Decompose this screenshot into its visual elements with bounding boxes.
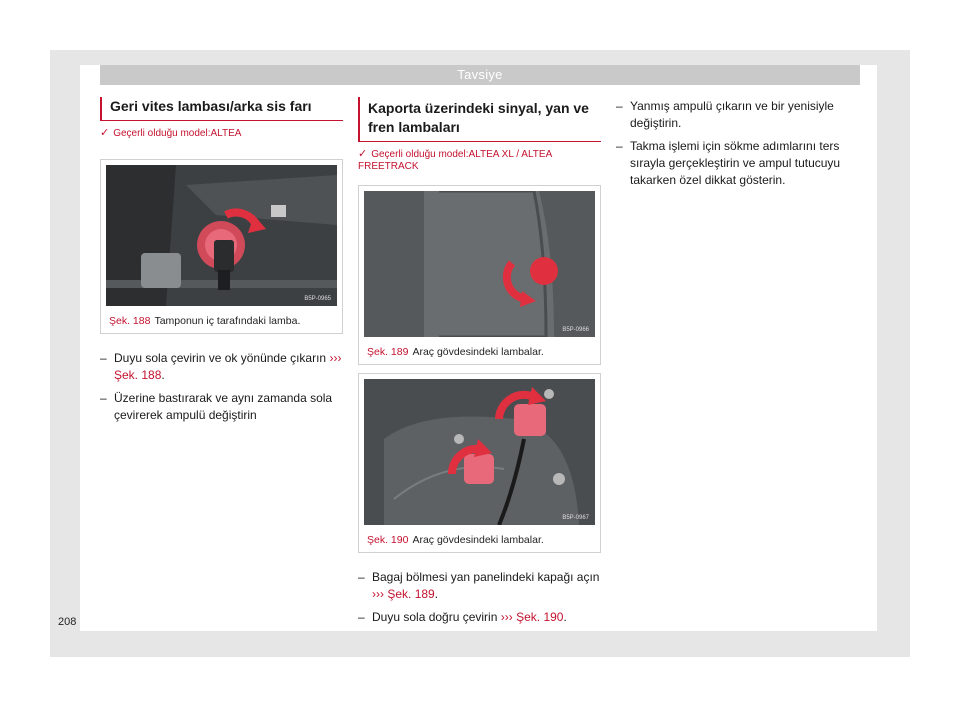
list-item: – Takma işlemi için sökme adımlarını ters sırayla gerçekleştirin ve ampul tutucuyu takarken özel dikkat gösterin. (616, 139, 841, 187)
check-icon: ✓ (100, 127, 110, 139)
figure-caption: Şek. 189 Araç gövdesindeki lambalar. (367, 346, 544, 358)
figure-code: B5P-0966 (562, 327, 589, 333)
section-title-reversing-light: Geri vites lambası/arka sis farı (100, 97, 343, 121)
lamp-holders-illustration (364, 379, 595, 525)
check-icon: ✓ (358, 148, 368, 160)
figure-image (106, 165, 337, 306)
figure-ref: Şek. 190 (367, 534, 409, 546)
figure-caption: Şek. 188 Tamponun iç tarafındaki lamba. (109, 315, 301, 327)
figure-code: B5P-0967 (562, 515, 589, 521)
figure-ref: Şek. 189 (367, 346, 409, 358)
figure-ref: Şek. 188 (109, 315, 151, 327)
cross-reference-link[interactable]: ››› Şek. 189 (372, 587, 435, 601)
right-column (616, 98, 859, 195)
figure-190 (358, 373, 601, 553)
figure-caption: Şek. 190 Araç gövdesindeki lambalar. (367, 534, 544, 546)
list-item: – Duyu sola doğru çevirin ››› Şek. 190. (358, 610, 567, 624)
cross-reference-link[interactable]: ››› Şek. 188 (114, 351, 342, 382)
page-number: 208 (58, 616, 77, 628)
figure-image (364, 191, 595, 337)
bumper-lamp-illustration (106, 165, 337, 306)
figure-189 (358, 185, 601, 365)
list-item: – Duyu sola çevirin ve ok yönünde çıkarın ››› Şek. 188. (100, 351, 342, 382)
list-item: – Üzerine bastırarak ve aynı zamanda sola çevirerek ampulü değiştirin (100, 391, 333, 422)
section-title-body-lamps: Kaporta üzerindeki sinyal, yan ve fren lambaları (358, 97, 601, 142)
validity-note: ✓ Geçerli olduğu model:ALTEA (100, 127, 242, 139)
middle-column (358, 97, 601, 632)
validity-note: ✓ Geçerli olduğu model:ALTEA XL / ALTEA FREETRACK (358, 148, 552, 172)
list-item: – Yanmış ampulü çıkarın ve bir yenisiyle değiştirin. (616, 99, 834, 130)
figure-image (364, 379, 595, 525)
cross-reference-link[interactable]: ››› Şek. 190 (500, 610, 564, 624)
instruction-list (358, 569, 601, 626)
left-column (100, 97, 343, 430)
instruction-list (616, 98, 859, 189)
figure-188 (100, 159, 343, 334)
section-header: Tavsiye (100, 65, 860, 85)
body-lamp-cover-illustration (364, 191, 595, 337)
instruction-list (100, 350, 343, 424)
list-item: – Bagaj bölmesi yan panelindeki kapağı açın ››› Şek. 189. (358, 570, 600, 601)
figure-code: B5P-0965 (304, 296, 331, 302)
